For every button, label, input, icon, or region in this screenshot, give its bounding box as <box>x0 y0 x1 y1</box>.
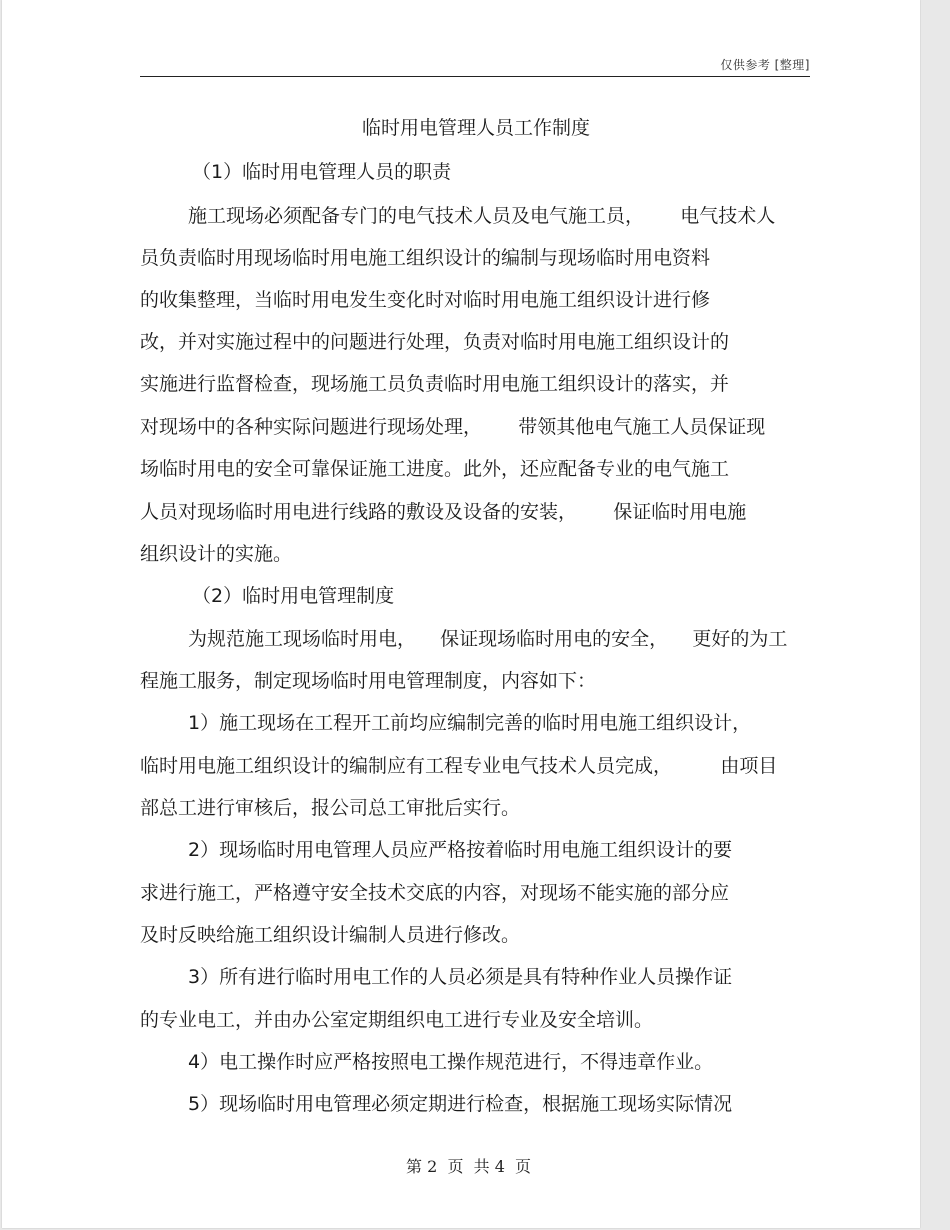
paragraph-line: 员负责临时用现场临时用电施工组织设计的编制与现场临时用电资料 <box>140 247 711 269</box>
list-item-line: 2）现场临时用电管理人员应严格按着临时用电施工组织设计的要 <box>188 839 733 861</box>
section-heading: （2）临时用电管理制度 <box>192 585 395 607</box>
list-item-line: 3）所有进行临时用电工作的人员必须是具有特种作业人员操作证 <box>188 966 733 988</box>
list-item-line: 部总工进行审核后，报公司总工审批后实行。 <box>140 797 521 819</box>
document-title: 临时用电管理人员工作制度 <box>362 117 591 139</box>
paragraph-line: 程施工服务，制定现场临时用电管理制度，内容如下： <box>140 670 597 692</box>
paragraph-line: 对现场中的各种实际问题进行现场处理， 带领其他电气施工人员保证现 <box>140 416 766 438</box>
paragraph-line: 改，并对实施过程中的问题进行处理，负责对临时用电施工组织设计的 <box>140 331 730 353</box>
list-item-line: 5）现场临时用电管理必须定期进行检查，根据施工现场实际情况 <box>188 1093 733 1115</box>
list-item-line: 及时反映给施工组织设计编制人员进行修改。 <box>140 924 521 946</box>
list-item-line: 临时用电施工组织设计的编制应有工程专业电气技术人员完成， 由项目 <box>140 755 778 777</box>
paragraph-line: 场临时用电的安全可靠保证施工进度。此外，还应配备专业的电气施工 <box>140 458 730 480</box>
header-tag: 仅供参考 [整理] <box>720 58 810 72</box>
paragraph-line: 组织设计的实施。 <box>140 543 293 565</box>
paragraph-line: 施工现场必须配备专门的电气技术人员及电气施工员， 电气技术人 <box>188 205 776 227</box>
list-item-line: 1）施工现场在工程开工前均应编制完善的临时用电施工组织设计， <box>188 712 752 734</box>
paragraph-line: 的收集整理，当临时用电发生变化时对临时用电施工组织设计进行修 <box>140 289 711 311</box>
header-divider <box>140 76 810 77</box>
page-number: 第 2 页 共 4 页 <box>406 1157 532 1176</box>
paragraph-line: 为规范施工现场临时用电， 保证现场临时用电的安全， 更好的为工 <box>188 628 788 650</box>
section-heading: （1）临时用电管理人员的职责 <box>192 161 452 183</box>
document-page <box>2 0 920 1228</box>
list-item-line: 的专业电工，并由办公室定期组织电工进行专业及安全培训。 <box>140 1009 654 1031</box>
paragraph-line: 实施进行监督检查，现场施工员负责临时用电施工组织设计的落实，并 <box>140 373 730 395</box>
paragraph-line: 人员对现场临时用电进行线路的敷设及设备的安装， 保证临时用电施 <box>140 501 747 523</box>
list-item-line: 求进行施工，严格遵守安全技术交底的内容，对现场不能实施的部分应 <box>140 882 730 904</box>
list-item-line: 4）电工操作时应严格按照电工操作规范进行，不得违章作业。 <box>188 1051 714 1073</box>
